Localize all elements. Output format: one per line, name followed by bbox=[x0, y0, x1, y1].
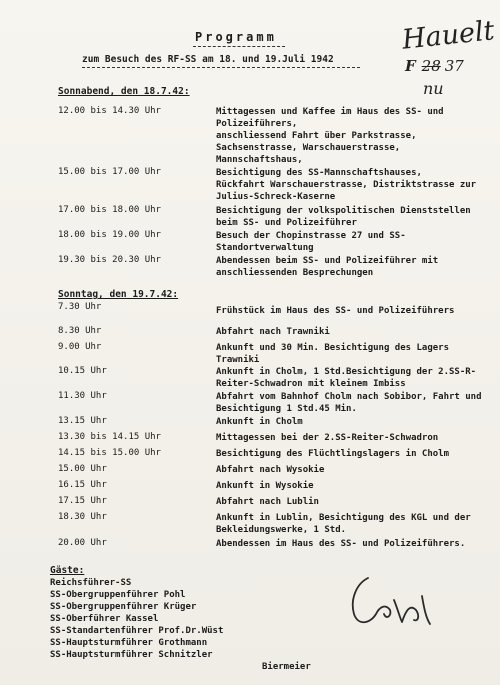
handwritten-annotation-name: Hauelt bbox=[400, 15, 496, 56]
guests-heading: Gäste: bbox=[50, 565, 85, 576]
handwritten-signature bbox=[346, 570, 436, 630]
title-underline bbox=[193, 46, 285, 47]
guest-item: SS-Oberführer Kassel bbox=[50, 614, 159, 624]
guest-item: SS-Obergruppenführer Pohl bbox=[50, 590, 186, 600]
handwritten-annotation-ref bbox=[405, 57, 464, 75]
schedule-desc: Ankunft in Cholm bbox=[216, 417, 303, 427]
schedule-desc: Besichtigung der volkspolitischen Dienststellen beim SS- und Polizeiführer bbox=[216, 206, 471, 228]
schedule-desc: Abfahrt nach Lublin bbox=[216, 497, 319, 507]
schedule-time: 14.15 bis 15.00 Uhr bbox=[58, 448, 161, 458]
schedule-time: 13.30 bis 14.15 Uhr bbox=[58, 432, 161, 442]
schedule-desc: Ankunft in Cholm, 1 Std.Besichtigung der 2.SS-R-Reiter-Schwadron mit kleinem Imbiss bbox=[216, 367, 477, 389]
schedule-desc: Abfahrt vom Bahnhof Cholm nach Sobibor, Fahrt und Besichtigung 1 Std.45 Min. bbox=[216, 392, 482, 414]
guest-item: SS-Standartenführer Prof.Dr.Wüst bbox=[50, 626, 224, 636]
schedule-desc: Besuch der Chopinstrasse 27 und SS-Standortverwaltung bbox=[216, 231, 406, 253]
schedule-time: 9.00 Uhr bbox=[58, 342, 102, 352]
day1-heading: Sonnabend, den 18.7.42: bbox=[58, 86, 190, 97]
schedule-time: 13.15 Uhr bbox=[58, 416, 107, 426]
handwritten-ref-prefix: F bbox=[405, 57, 416, 75]
schedule-desc: Besichtigung des Flüchtlingslagers in Cholm bbox=[216, 449, 449, 459]
page-title: Programm bbox=[195, 30, 277, 44]
guest-item: SS-Obergruppenführer Krüger bbox=[50, 602, 197, 612]
schedule-desc: Mittagessen und Kaffee im Haus des SS- und Polizeiführers, anschliessend Fahrt über Parkstrasse, Sachsenstrasse, Warschauerstrasse, Mannschaftshaus, bbox=[216, 107, 444, 165]
schedule-desc: Abendessen beim SS- und Polizeiführer mit anschliessenden Besprechungen bbox=[216, 256, 439, 278]
schedule-desc: Mittagessen bei der 2.SS-Reiter-Schwadron bbox=[216, 433, 439, 443]
handwritten-ref-struck: 28 bbox=[421, 57, 441, 75]
schedule-time: 17.00 bis 18.00 Uhr bbox=[58, 205, 161, 215]
schedule-time: 18.00 bis 19.00 Uhr bbox=[58, 230, 161, 240]
schedule-time: 15.00 bis 17.00 Uhr bbox=[58, 167, 161, 177]
guest-item: Reichsführer-SS bbox=[50, 578, 132, 588]
day2-heading: Sonntag, den 19.7.42: bbox=[58, 289, 179, 300]
schedule-desc: Abendessen im Haus des SS- und Polizeiführers. bbox=[216, 539, 466, 549]
guest-item: SS-Hauptsturmführer Schnitzler bbox=[50, 650, 213, 660]
schedule-time: 10.15 Uhr bbox=[58, 366, 107, 376]
page-subtitle: zum Besuch des RF-SS am 18. und 19.Juli 1942 bbox=[82, 54, 334, 65]
schedule-time: 20.00 Uhr bbox=[58, 538, 107, 548]
schedule-time: 7.30 Uhr bbox=[58, 302, 102, 312]
schedule-time: 12.00 bis 14.30 Uhr bbox=[58, 106, 161, 116]
schedule-time: 11.30 Uhr bbox=[58, 391, 107, 401]
schedule-desc: Ankunft und 30 Min. Besichtigung des Lagers Trawniki bbox=[216, 343, 449, 365]
schedule-desc: Abfahrt nach Trawniki bbox=[216, 327, 330, 337]
guest-item: SS-Hauptsturmführer Grothmann bbox=[50, 638, 208, 648]
handwritten-annotation-initials: nu bbox=[423, 79, 444, 98]
schedule-desc: Ankunft in Lublin, Besichtigung des KGL und der Bekleidungswerke, 1 Std. bbox=[216, 513, 471, 535]
schedule-time: 19.30 bis 20.30 Uhr bbox=[58, 255, 161, 265]
schedule-time: 18.30 Uhr bbox=[58, 512, 107, 522]
subtitle-underline bbox=[82, 67, 360, 68]
schedule-desc: Besichtigung des SS-Mannschaftshauses, Rückfahrt Warschauerstrasse, Distriktstrasse zur Julius-Schreck-Kaserne bbox=[216, 168, 477, 202]
schedule-time: 15.00 Uhr bbox=[58, 464, 107, 474]
schedule-time: 16.15 Uhr bbox=[58, 480, 107, 490]
handwritten-ref-number: 37 bbox=[444, 57, 464, 75]
schedule-time: 8.30 Uhr bbox=[58, 326, 102, 336]
schedule-time: 17.15 Uhr bbox=[58, 496, 107, 506]
schedule-desc: Ankunft in Wysokie bbox=[216, 481, 314, 491]
schedule-desc: Frühstück im Haus des SS- und Polizeiführers bbox=[216, 306, 455, 316]
guest-item: Biermeier bbox=[262, 662, 311, 672]
schedule-desc: Abfahrt nach Wysokie bbox=[216, 465, 325, 475]
